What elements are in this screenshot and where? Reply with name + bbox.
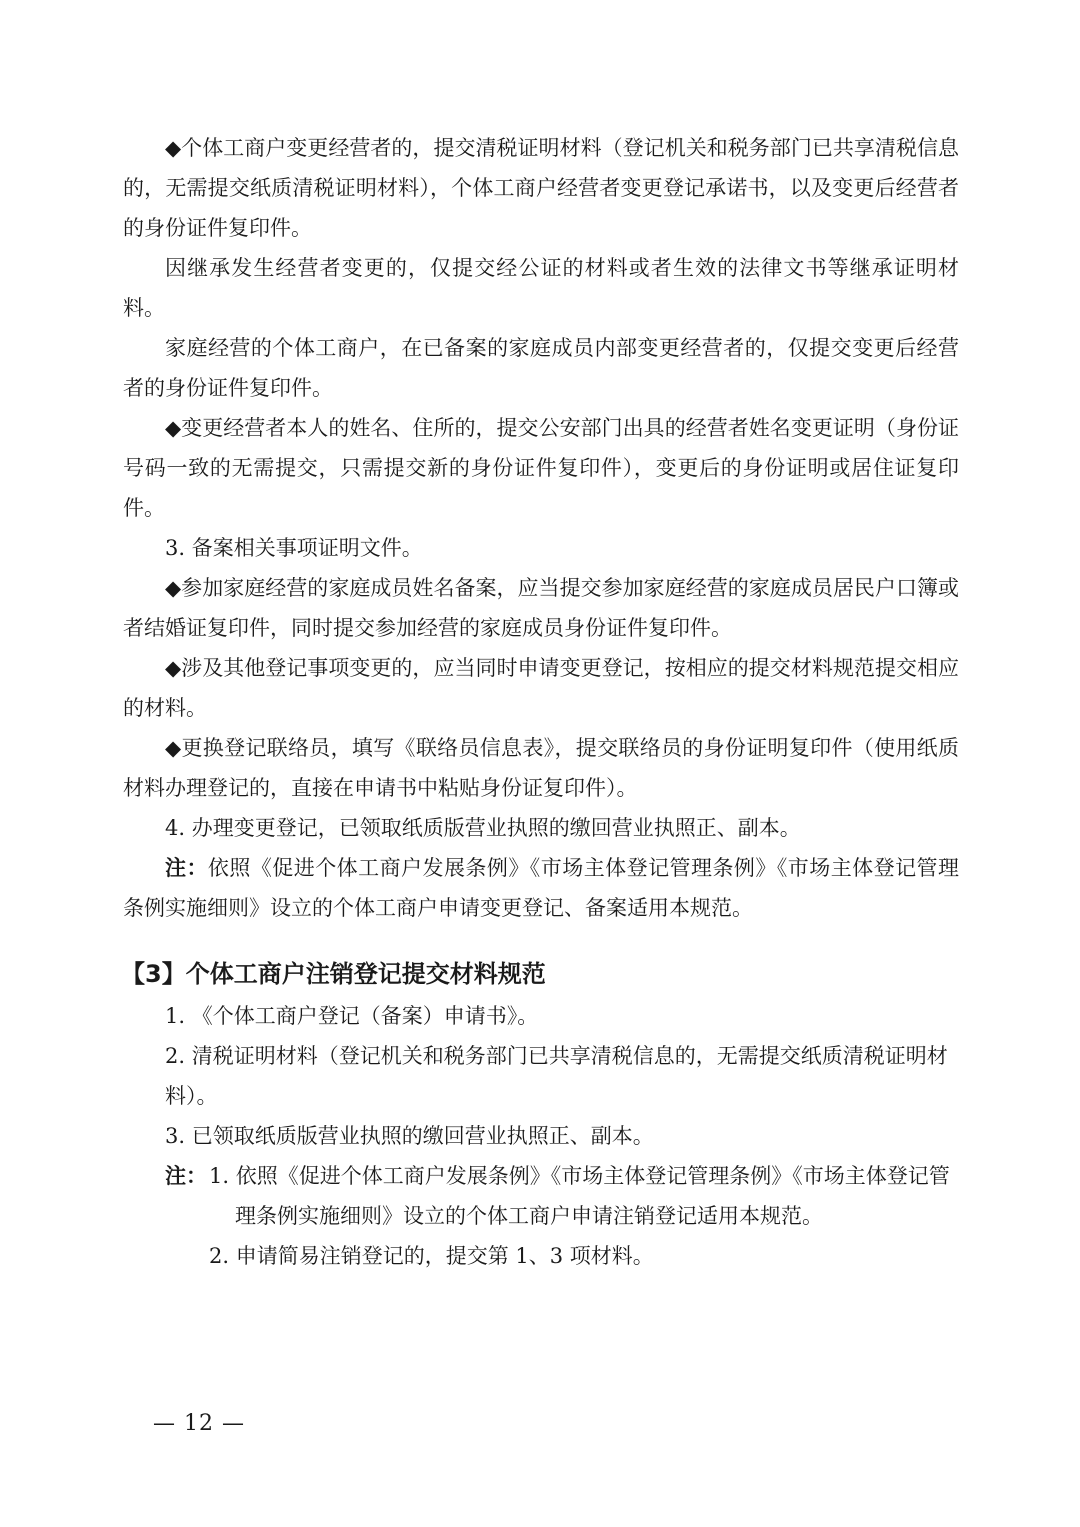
page-number: — 12 — bbox=[153, 1411, 245, 1436]
section-title-deregistration: 【3】个体工商户注销登记提交材料规范 bbox=[121, 960, 546, 988]
paragraph-inheritance: 因继承发生经营者变更的，仅提交经公证的材料或者生效的法律文书等继承证明材料。 bbox=[123, 256, 959, 320]
note-text: 依照《促进个体工商户发展条例》《市场主体登记管理条例》《市场主体登记管理条例实施细则》设立的个体工商户申请变更登记、备案适用本规范。 bbox=[123, 856, 959, 920]
paragraph-change-name-address: ◆变更经营者本人的姓名、住所的，提交公安部门出具的经营者姓名变更证明（身份证号码一致的无需提交，只需提交新的身份证件复印件），变更后的身份证明或居住证复印件。 bbox=[123, 416, 959, 520]
note-label: 注： bbox=[165, 855, 208, 880]
note-item: 1. 依照《促进个体工商户发展条例》《市场主体登记管理条例》《市场主体登记管理条例实施细则》设立的个体工商户申请注销登记适用本规范。 bbox=[209, 1164, 950, 1228]
paragraph-liaison-change: ◆更换登记联络员，填写《联络员信息表》，提交联络员的身份证明复印件（使用纸质材料办理登记的，直接在申请书中粘贴身份证复印件）。 bbox=[123, 736, 959, 800]
list-item: 1. 《个体工商户登记（备案）申请书》。 bbox=[165, 1004, 539, 1028]
note-label: 注： bbox=[165, 1163, 207, 1188]
document-body bbox=[123, 128, 959, 1276]
paragraph-family-member-record: ◆参加家庭经营的家庭成员姓名备案，应当提交参加家庭经营的家庭成员居民户口簿或者结婚证复印件，同时提交参加经营的家庭成员身份证件复印件。 bbox=[123, 576, 959, 640]
note-item: 2. 申请简易注销登记的，提交第 1、3 项材料。 bbox=[209, 1244, 654, 1268]
note-deregistration bbox=[123, 1156, 959, 1276]
paragraph-return-license: 4. 办理变更登记，已领取纸质版营业执照的缴回营业执照正、副本。 bbox=[165, 816, 801, 840]
paragraph-other-changes: ◆涉及其他登记事项变更的，应当同时申请变更登记，按相应的提交材料规范提交相应的材料。 bbox=[123, 656, 959, 720]
paragraph-family-business: 家庭经营的个体工商户，在已备案的家庭成员内部变更经营者的，仅提交变更后经营者的身份证件复印件。 bbox=[123, 336, 959, 400]
note-change-registration bbox=[123, 848, 959, 928]
list-item: 2. 清税证明材料（登记机关和税务部门已共享清税信息的，无需提交纸质清税证明材料）。 bbox=[165, 1044, 948, 1108]
paragraph-change-operator: ◆个体工商户变更经营者的，提交清税证明材料（登记机关和税务部门已共享清税信息的，无需提交纸质清税证明材料），个体工商户经营者变更登记承诺书，以及变更后经营者的身份证件复印件。 bbox=[123, 136, 959, 240]
list-item: 3. 已领取纸质版营业执照的缴回营业执照正、副本。 bbox=[165, 1124, 654, 1148]
paragraph-record-documents: 3. 备案相关事项证明文件。 bbox=[165, 536, 423, 560]
